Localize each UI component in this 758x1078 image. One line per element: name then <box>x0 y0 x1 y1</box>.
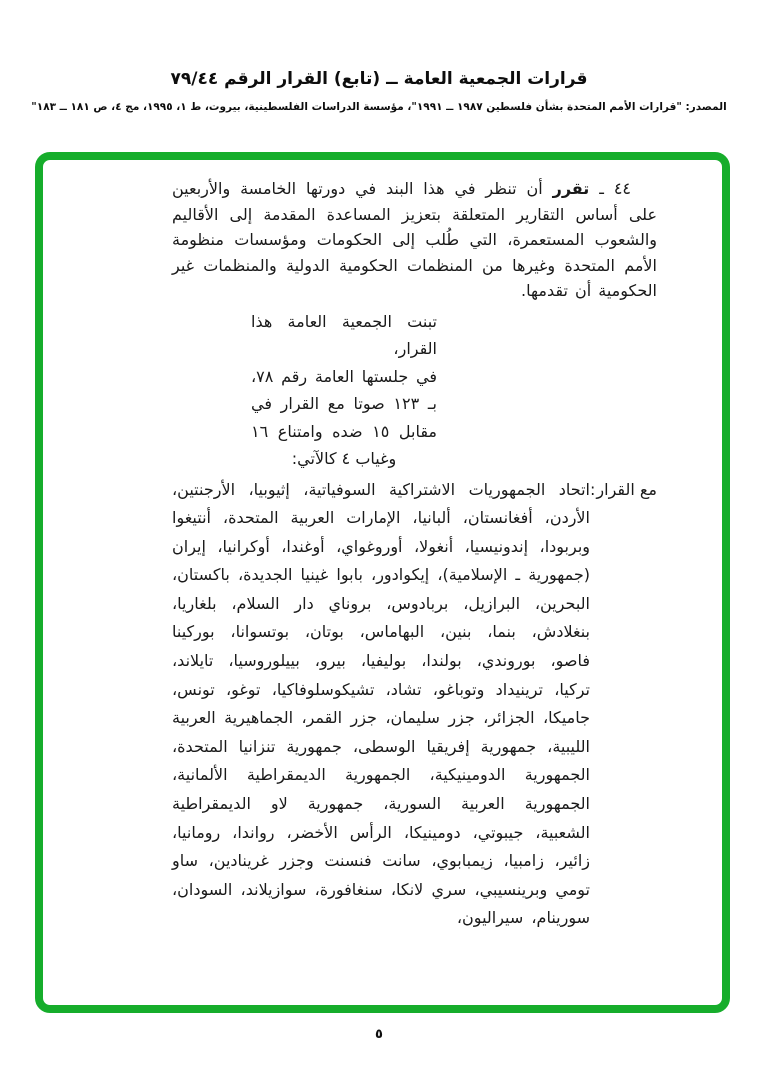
clause-dash: ـ <box>599 179 604 198</box>
vote-line: في جلستها العامة رقم ٧٨، <box>251 366 437 386</box>
countries-in-favor-list: اتحاد الجمهوريات الاشتراكية السوفياتية، إثيوبيا، الأرجنتين، الأردن، أفغانستان، ألبانيا، الإمارات العربية المتحدة، أنتيغوا وبربودا، إندونيسيا، أنغولا، أوروغواي، أوغندا، أوكرانيا، إيران (جمهورية ـ الإسلامية)، إيكوادور، بابوا غينيا الجديدة، باكستان، البحرين، البرازيل، بربادوس، بروناي دار السلام، بلغاريا، بنغلادش، بنما، بنين، البهاماس، بوتان، بوتسوانا، بوركينا فاصو، بوروندي، بولندا، بوليفيا، بيرو، بييلوروسيا، تايلاند، تركيا، ترينيداد وتوباغو، تشاد، تشيكوسلوفاكيا، توغو، تونس، جاميكا، الجزائر، جزر سليمان، جزر القمر، الجماهيرية العربية الليبية، جمهورية إفريقيا الوسطى، جمهورية تنزانيا المتحدة، الجمهورية الدومينيكية، الجمهورية الديمقراطية الألمانية، الجمهورية العربية السورية، جمهورية لاو الديمقراطية الشعبية، جيبوتي، دومينيكا، الرأس الأخضر، رواندا، رومانيا، زائير، زامبيا، زيمبابوي، سانت فنسنت وجزر غرينادين، ساو تومي وبرينسيبي، سري لانكا، سنغافورة، سوازيلاند، السودان، سورينام، سيراليون، <box>172 479 590 928</box>
clause-44-paragraph <box>172 176 657 304</box>
vote-line: تبنت الجمعية العامة هذا القرار، <box>251 311 437 358</box>
with-label-colon: : <box>590 479 596 499</box>
source-citation: المصدر: "قرارات الأمم المتحدة بشأن فلسطين ١٩٨٧ ــ ١٩٩١"، مؤسسة الدراسات الفلسطينية، بيروت، ط ١، ١٩٩٥، مج ٤، ص ١٨١ ــ ١٨٣" <box>31 101 727 113</box>
vote-line: مقابل ١٥ ضده وامتناع ١٦ <box>251 421 437 441</box>
vote-result-block <box>251 308 437 473</box>
with-resolution-label <box>590 476 657 505</box>
clause-operative-verb: تقرر <box>552 179 590 198</box>
vote-line: وغياب ٤ كالآتي: <box>291 449 397 468</box>
page-number: ٥ <box>375 1027 383 1042</box>
resolution-body <box>43 160 722 933</box>
green-border-frame <box>35 152 730 1013</box>
clause-text: أن تنظر في هذا البند في دورتها الخامسة والأربعين على أساس التقارير المتعلقة بتعزيز المساعدة المقدمة إلى الأقاليم والشعوب المستعمرة، التي طُلب إلى الحكومات ومؤسسات منظومة الأمم المتحدة وغيرها من المنظمات الحكومية الدولية والمنظمات غير الحكومية أن تقدمها. <box>172 179 657 300</box>
with-resolution-block <box>172 476 657 934</box>
clause-number: ٤٤ <box>613 179 631 198</box>
page-title: قرارات الجمعية العامة ــ (تابع) القرار الرقم ٧٩/٤٤ <box>170 69 588 89</box>
with-label-text: مع القرار <box>596 479 657 499</box>
vote-line: بـ ١٢٣ صوتا مع القرار في <box>251 394 437 413</box>
